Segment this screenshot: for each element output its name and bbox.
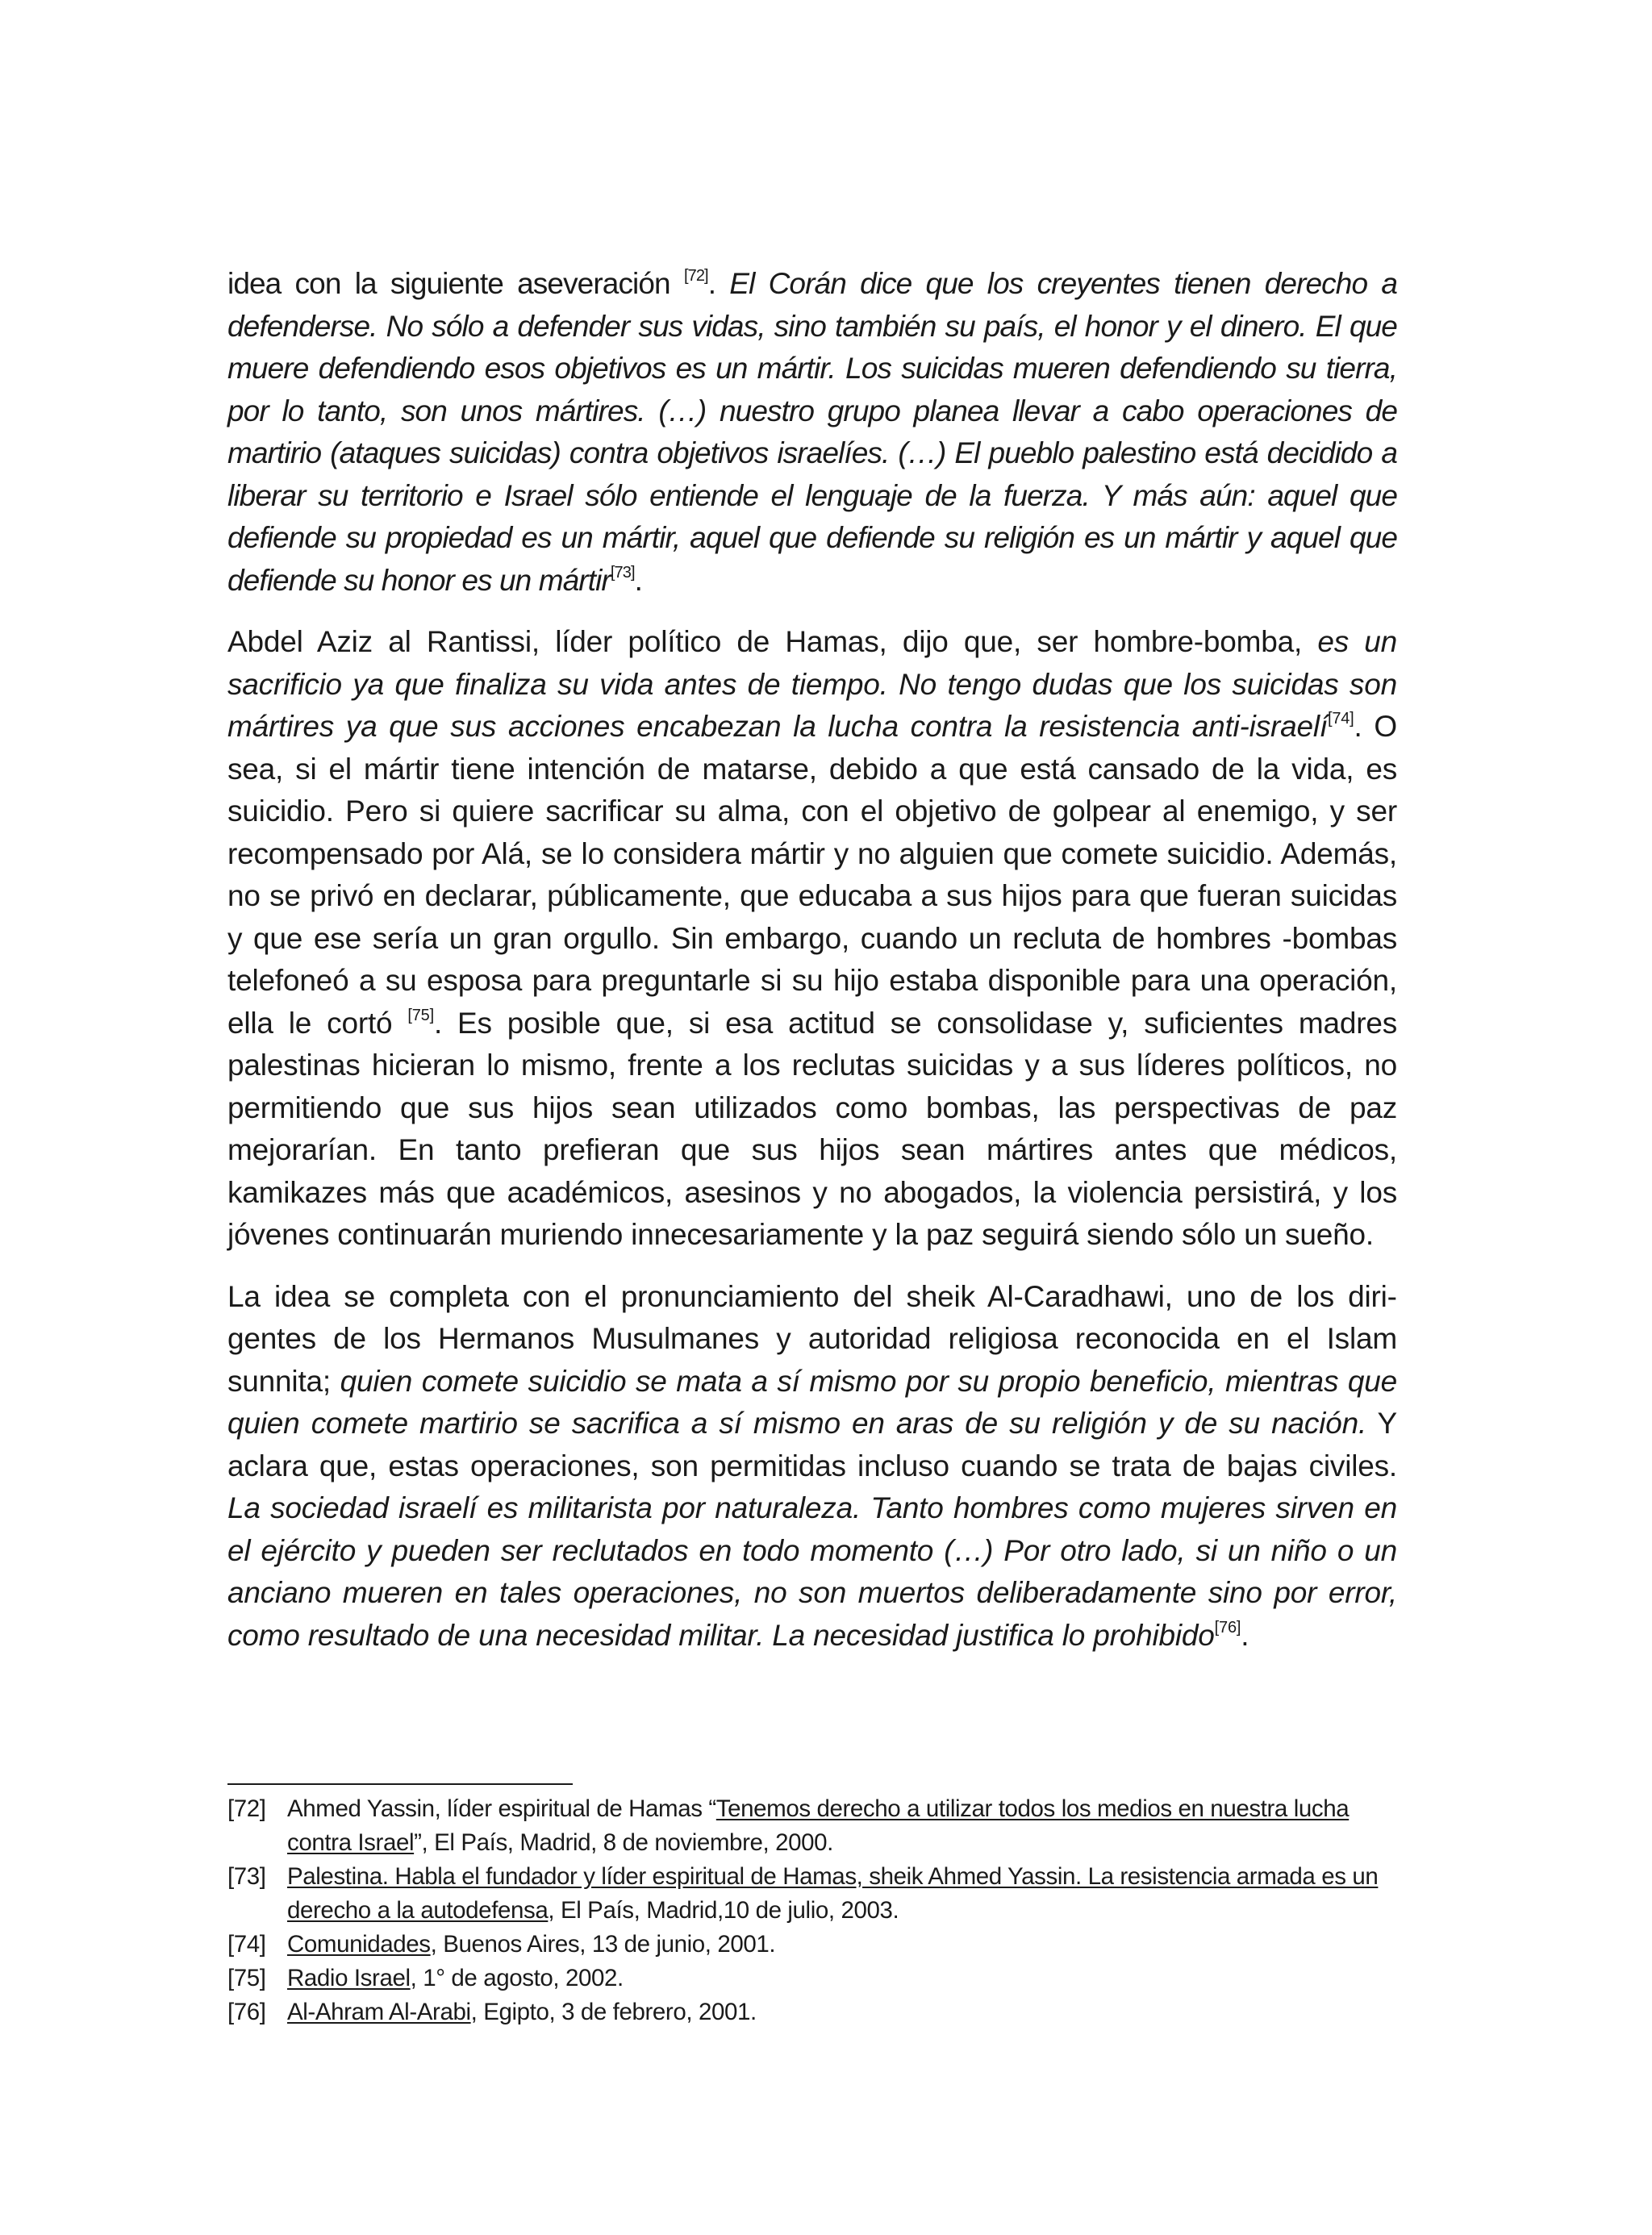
document-body: [227, 263, 1397, 1676]
text-run: , El País, Madrid,10 de julio, 2003.: [548, 1897, 899, 1924]
footnote-number: [72]: [227, 1795, 266, 1822]
footnotes: [227, 1792, 1397, 2029]
text-run: .: [1241, 1618, 1249, 1652]
footnote-number: [73]: [227, 1863, 266, 1890]
footnote-74: [227, 1928, 1397, 1962]
footnote-ref-75[interactable]: [75]: [407, 1006, 434, 1024]
footnote-number: [75]: [227, 1965, 266, 1991]
source-title-link[interactable]: Al-Ahram Al-Arabi: [287, 1999, 471, 2025]
footnote-ref-74[interactable]: [74]: [1327, 710, 1354, 728]
text-run: Y aclara que, estas operaciones, son permitidas incluso cuando se trata de bajas civiles.: [227, 1407, 1398, 1482]
footnote-text: [287, 1995, 1397, 2029]
paragraph-1: [227, 263, 1397, 602]
source-title-link[interactable]: Radio Israel: [287, 1965, 411, 1991]
text-run: , 1° de agosto, 2002.: [410, 1965, 624, 1991]
text-run: , Buenos Aires, 13 de junio, 2001.: [430, 1931, 776, 1958]
footnote-ref-73[interactable]: [73]: [610, 563, 635, 582]
paragraph-2: [227, 621, 1397, 1257]
footnote-text: [287, 1792, 1397, 1860]
source-title-link[interactable]: Palestina. Habla el fundador y líder espiritual de Hamas, sheik Ahmed Yassin. La resistencia armada es un derecho a la autodefensa: [287, 1863, 1379, 1924]
text-run: La idea se completa con el pronunciamiento del sheik Al-Caradhawi, uno de los dirigentes de los Hermanos Musulmanes y autoridad religiosa reconocida en el Islam sunnita;: [227, 1279, 1397, 1398]
footnote-text: [287, 1928, 1397, 1962]
footnote-72: [227, 1792, 1397, 1860]
quote-caradhawi-2: La sociedad israelí es militarista por naturaleza. Tanto hombres como mujeres sirven en el ejército y pueden ser reclutados en todo momento (…) Por otro lado, si un niño o un anciano mueren en tales operaciones, no son muertos deliberadamente sino por error, como resultado de una necesidad militar. La necesidad justifica lo prohibido: [227, 1491, 1397, 1652]
paragraph-3: [227, 1276, 1397, 1657]
footnote-text: [287, 1962, 1397, 1995]
text-run: idea con la siguiente aseveración: [227, 267, 684, 300]
footnote-number: [74]: [227, 1931, 266, 1958]
footnote-75: [227, 1962, 1397, 1995]
text-run: . Es posible que, si esa actitud se consolidase y, suficientes madres palestinas hicieran lo mismo, frente a los reclutas suicidas y a sus líderes políticos, no permitiendo que sus hijos sean utilizados como bombas, las perspectivas de paz mejorarían. En tanto prefieran que sus hijos sean mártires antes que médicos, kamikazes más que académicos, asesinos y no abogados, la violencia persistirá, y los jóvenes continuarán muriendo innecesariamente y la paz seguirá siendo sólo un sueño.: [227, 1006, 1397, 1251]
text-run: , Egipto, 3 de febrero, 2001.: [470, 1999, 757, 2025]
footnote-separator: [227, 1783, 573, 1785]
text-run: Ahmed Yassin, líder espiritual de Hamas “: [287, 1795, 716, 1822]
text-run: .: [634, 563, 643, 597]
footnote-ref-72[interactable]: [72]: [683, 267, 708, 285]
footnote-number: [76]: [227, 1999, 266, 2025]
footnote-ref-76[interactable]: [76]: [1214, 1618, 1241, 1637]
text-run: ”, El País, Madrid, 8 de noviembre, 2000.: [414, 1829, 833, 1856]
footnote-text: [287, 1860, 1397, 1928]
text-run: Abdel Aziz al Rantissi, líder político de Hamas, dijo que, ser hombre-bomba,: [227, 625, 1318, 658]
text-run: .: [707, 267, 730, 300]
quote-yassin: El Corán dice que los creyentes tienen derecho a defenderse. No sólo a defender sus vidas, sino también su país, el honor y el dinero. El que muere defendiendo esos objetivos es un mártir. Los suicidas mueren defendiendo su tierra, por lo tanto, son unos mártires. (…) nuestro grupo planea llevar a cabo operaciones de martirio (ataques suicidas) contra objetivos israelíes. (…) El pueblo palestino está decidido a liberar su territorio e Israel sólo entiende el lenguaje de la fuerza. Y más aún: aquel que defiende su propiedad es un mártir, aquel que defiende su religión es un mártir y aquel que defiende su honor es un mártir: [227, 267, 1397, 597]
quote-rantissi: es un sacrificio ya que finaliza su vida antes de tiempo. No tengo dudas que los suicidas son mártires ya que sus acciones encabezan la lucha contra la resistencia anti-israelí: [227, 625, 1398, 743]
source-title-link[interactable]: Tenemos derecho a utilizar todos los medios en nuestra lucha contra Israel: [287, 1795, 1350, 1856]
footnote-76: [227, 1995, 1397, 2029]
text-run: . O sea, si el mártir tiene intención de matarse, debido a que está cansado de la vida, es suicidio. Pero si quiere sacrificar su alma, con el objetivo de golpear al enemigo, y ser recompensado por Alá, se lo considera mártir y no alguien que comete suicidio. Además, no se privó en declarar, públicamente, que educaba a sus hijos para que fueran suicidas y que ese sería un gran orgullo. Sin embargo, cuando un recluta de hombres -bombas telefoneó a su esposa para preguntarle si su hijo estaba disponible para una operación, ella le cortó: [227, 710, 1397, 1040]
quote-caradhawi-1: quien comete suicidio se mata a sí mismo por su propio beneficio, mientras que quien comete martirio se sacrifica a sí mismo en aras de su religión y de su nación.: [227, 1364, 1397, 1440]
source-title-link[interactable]: Comunidades: [287, 1931, 431, 1958]
footnote-73: [227, 1860, 1397, 1928]
